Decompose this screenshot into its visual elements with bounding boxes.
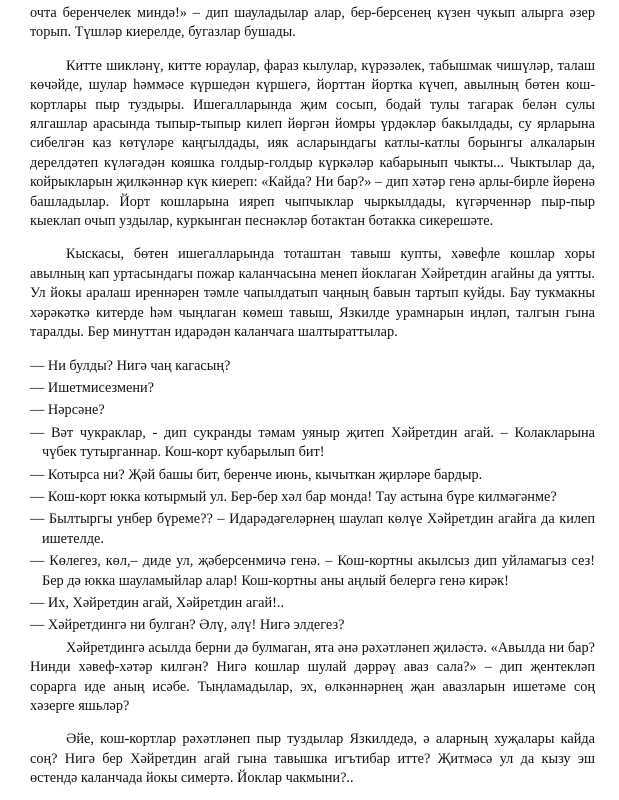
paragraph-4: Хәйретдингә асылда берни дә булмаган, ята әнә рәхәтләнеп җиләстә. «Авылда ни бар? Нинди хәвеф-хәтәр килгән? Нигә кошлар шулай дәррәү аваз сала?» – дип җентекләп сорарга иде аның исәбе. Тыңламадылар, эх, өлкәннәрнең җан авазларын ишетәме соң хәзерге яшьләр? (30, 639, 595, 714)
dialogue-line: — Нәрсәне? (30, 402, 105, 419)
dialogue-line: — Хәйретдингә ни булган? Әлү, әлү! Нигә элдегез? (30, 617, 345, 634)
paragraph-5: Әйе, кош-кортлар рәхәтләнеп пыр туздылар Язкилдедә, ә аларның хуҗалары кайда соң? Нигә бер Хәйретдин агай гына тавышка игътибар итте? Җитмәсә ул да кызу эш өстендә каланчада йокы симертә. Йоклар чакмыни?.. (30, 731, 595, 787)
paragraph-1: очта беренчелек миндә!» – дип шауладылар алар, бер-берсенең күзен чукып алырга әзер торып. Түшләр киерелде, бугазлар бушады. (30, 5, 595, 41)
dialogue-line: — Кош-корт юкка котырмый ул. Бер-бер хәл бар монда! Тау астына бүре килмәгәнме? (30, 488, 557, 505)
dialogue-block (30, 357, 595, 636)
paragraph-2: Китте шикләнү, китте юраулар, фараз кылулар, күрәзәлек, табышмак чишүләр, талаш көчәйде, шулар һәммәсе күршедән күршегә, йорттан йортка күчеп, авылның бөтен кош-кортлары пыр туздыры. Ишегалларында җим сосып, бодай тулы тагарак белән сулы ялгашлар арасында тыпыр-тыпыр килеп йөргән йомры үрдәкләр бакылдады, су ярларына сибелгән каз көтүләре каңгылдады, ияк асларындагы катлы-катлы борынгы алкаларын дерелдәтеп күләгәдән кояшка голдыр-голдыр күркәләр кабарынып чыкты... Чыктылар да, койрыкларын җилкәннәр күк киереп: «Кайда? Ни бар?» – дип хәтәр генә арлы-бирле йөренә башладылар. Йорт кошларына ияреп чыпчыклар чыркылдады, күгәрченнәр пыр-пыр кыеклап очып уздылар, куркынган песнәкләр ботактан ботакка сикерешәте. (30, 57, 595, 230)
dialogue-line: — Ишетмисезмени? (30, 379, 155, 396)
dialogue-line: — Их, Хәйретдин агай, Хәйретдин агай!.. (30, 594, 285, 611)
dialogue-line: — Көлегез, көл,– диде ул, җәберсенмичә генә. – Кош-кортны акылсыз дип уйламагыз сез! Бер дә юкка шауламыйлар алар! Кош-кортны аны аңлый белергә генә кирәк! (30, 553, 595, 589)
paragraph-3: Кыскасы, бөтен ишегалларында тоташтан тавыш купты, хәвефле кошлар хоры авылның кап уртасындагы пожар каланчасына менеп йоклаган Хәйретдин агайны да уятты. Ул йокы аралаш иреннәрен тәмле чапылдатып чаңның бавын тартып куйды. Бау тукмакны хәрәкәткә китерде һәм чыңлаган көмеш тавыш, Язкилде урамнарын иңләп, талгын гына таралды. Бер минуттан идарәдән каланчага шалтыраттылар. (30, 246, 595, 341)
dialogue-line: — Былтыргы унбер бүреме?? – Идарәдәгеләрнең шаулап көлүе Хәйретдин агайга да килеп ишетелде. (30, 511, 595, 547)
dialogue-line: — Ни булды? Нигә чаң кагасың? (30, 357, 231, 374)
dialogue-line: — Вәт чукраклар, - дип сукранды тәмам уяныр җитеп Хәйретдин агай. – Колакларына чүбек тутырганнар. Кош-корт кубарылып бит! (30, 424, 595, 461)
dialogue-line: — Котырса ни? Җәй башы бит, беренче июнь, кычыткан җирләре бардыр. (30, 466, 483, 483)
